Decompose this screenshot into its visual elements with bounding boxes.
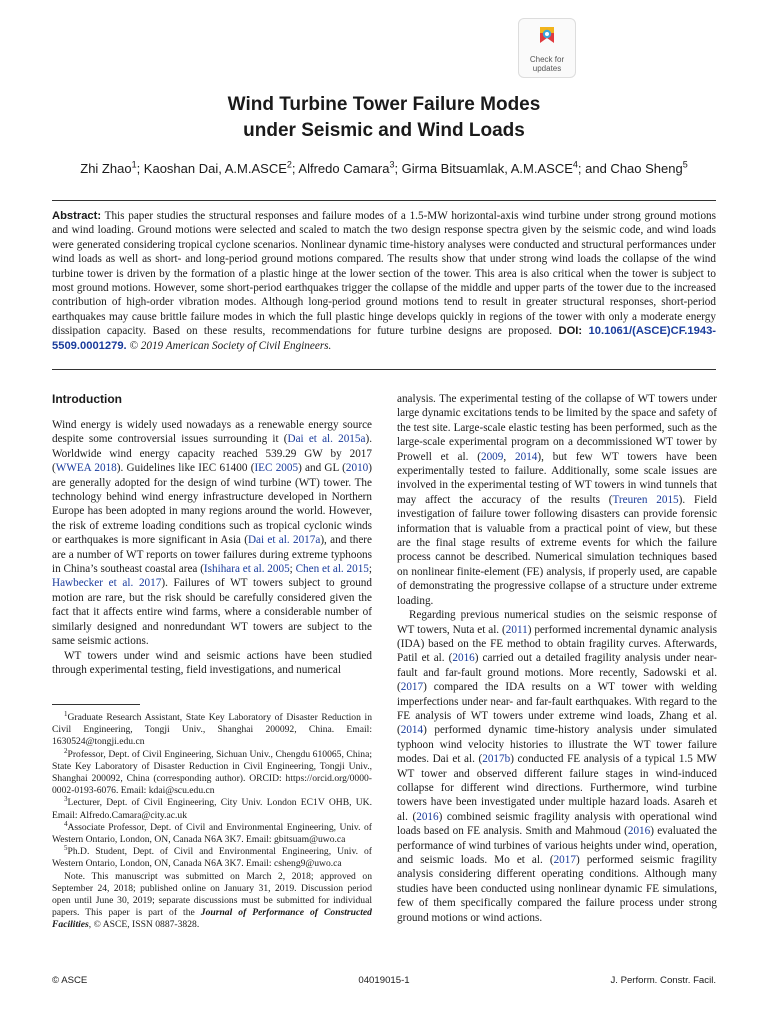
title-line-1: Wind Turbine Tower Failure Modes <box>227 94 541 115</box>
author-1-affil[interactable]: 1 <box>131 159 137 170</box>
citation-hawbecker-2017[interactable]: Hawbecker et al. 2017 <box>52 577 162 590</box>
intro-paragraph-4: Regarding previous numerical studies on the seismic response of WT towers, Nuta et al. (2011) performed incremental dynamic analysis (IDA) based on the FE method to obtain fragility curves. Afterwards, Patil et al. (2016) carried out a detailed fragility analysis under near-fault and far-fault ground motions. More recently, Sadowski et al. (2017) compared the IDA results on a WT tower with welding imperfections under near- and far-fault earthquakes. With regard to the FE analysis of WT towers under extreme wind loads, Zhang et al. (2014) performed dynamic time-history analysis under simulated typhoon wind velocity histories to illustrate the WT tower failure modes. Dai et al. (2017b) conducted FE analysis of a typical 1.5 MW WT tower and observed different failure stages in wind-induced collapse for different wind directions. Furthermore, wind turbine towers have been investigated under multiple hazard loads. Asareh et al. (2016) combined seismic fragility analysis with operational wind loads based on FE analysis. Smith and Mahmoud (2016) evaluated the performance of wind turbines of various heights under wind, operation, and seismic loads. Mo et al. (2017) performed seismic fragility analysis considering different operating conditions. Although many studies have been conducted using nonlinear dynamic FE simulations, few of them specifically compared the failure process under strong ground motions or wind actions. <box>397 609 718 924</box>
citation-treuren-2015[interactable]: Treuren 2015 <box>612 493 679 506</box>
section-heading-introduction: Introduction <box>52 392 122 406</box>
abstract-text: This paper studies the structural responses and failure modes of a 1.5-MW horizontal-axis wind turbine under strong ground motions and wind loading. Ground motions were selected and scaled to match the two design response spectra given by the seismic code, and wind loads were generated considering tropical cyclone scenarios. Nonlinear dynamic time-history analyses were conducted and structural performances under wind loads as well as short- and long-period ground motions compared. The results show that under strong wind loads the collapse of the wind turbine tower is driven by the formation of a plastic hinge at the lower section of the tower. This area is also critical when the tower is subject to most ground motions. However, some short-period earthquakes trigger the collapse of the middle and upper parts of the tower due to the increased contribution of high-order vibration modes. Although long-period ground motions tend to result in greater structural responses, short-period earthquakes may cause brittle failure modes in which the full plastic hinge develops quickly in regions of the tower with only a moderate energy dissipation capacity. Based on these results, recommendations for future turbine designs are proposed. <box>52 210 716 338</box>
citation-nuta-2011[interactable]: 2011 <box>505 623 528 636</box>
footer-journal: J. Perform. Constr. Facil. <box>610 975 716 986</box>
citation-prowell-2014[interactable]: 2014 <box>515 450 538 463</box>
citation-ishihara-2005[interactable]: Ishihara et al. 2005 <box>203 563 290 576</box>
author-4: ; Girma Bitsuamlak, A.M.ASCE <box>394 161 573 176</box>
author-3: ; Alfredo Camara <box>291 161 390 176</box>
citation-gl-2010[interactable]: 2010 <box>345 462 369 475</box>
author-list <box>0 160 768 178</box>
submission-note: Note. This manuscript was submitted on March 2, 2018; approved on September 24, 2018; published online on January 31, 2019. Discussion period open until June 30, 2019; separate discussions must be submitted for individual papers. This paper is part of the Journal of Performance of Constructed Facilities, © ASCE, ISSN 0887-3828. <box>52 870 372 931</box>
citation-dai-2017a[interactable]: Dai et al. 2017a <box>247 534 321 547</box>
intro-paragraph-2: WT towers under wind and seismic actions have been studied through experimental testing, field investigations, and numerical <box>52 649 372 676</box>
citation-dai-2015a[interactable]: Dai et al. 2015a <box>287 433 366 446</box>
author-3-affil[interactable]: 3 <box>389 159 395 170</box>
footer-copyright: © ASCE <box>52 975 88 986</box>
abstract-top-rule <box>52 200 716 201</box>
footnote-3: $^3$Lecturer, Dept. of Civil Engineering, City Univ. London EC1V OHB, UK. Email: Alfredo.Camara@city.ac.uk <box>52 795 372 821</box>
left-column <box>52 418 372 677</box>
abstract-label: Abstract: <box>52 210 102 222</box>
author-4-affil[interactable]: 4 <box>572 159 578 170</box>
author-5: ; and Chao Sheng <box>577 161 683 176</box>
citation-prowell-2009[interactable]: 2009 <box>480 450 504 463</box>
journal-name: Journal of Performance of Constructed Facilities <box>52 907 372 931</box>
doi-link[interactable]: 10.1061/(ASCE)CF.1943-5509.0001279. <box>52 325 717 352</box>
right-column <box>397 392 717 925</box>
citation-wwea-2018[interactable]: WWEA 2018 <box>55 462 117 475</box>
crossmark-icon <box>538 25 556 47</box>
check-for-updates-badge[interactable] <box>518 18 576 78</box>
author-1: Zhi Zhao <box>80 161 132 176</box>
badge-line-1: Check for <box>529 55 565 64</box>
footer-page-id: 04019015-1 <box>358 975 410 986</box>
author-2: ; Kaoshan Dai, A.M.ASCE <box>136 161 287 176</box>
citation-iec-2005[interactable]: IEC 2005 <box>254 462 299 475</box>
footnote-5: $^5$Ph.D. Student, Dept. of Civil and Environmental Engineering, Univ. of Western Ontario, London, ON, Canada N6A 3K7. Email: csheng9@uwo.ca <box>52 844 372 870</box>
footnote-rule <box>52 704 140 705</box>
doi-label: DOI: <box>558 325 583 338</box>
abstract-bottom-rule <box>52 369 716 370</box>
footnote-1: $^1$Graduate Research Assistant, State Key Laboratory of Disaster Reduction in Civil Engineering, Tongji Univ., Shanghai 200092, China. Email: 1630524@tongji.edu.cn <box>52 709 372 748</box>
paper-title <box>0 92 768 144</box>
citation-smith-2016[interactable]: 2016 <box>627 825 651 838</box>
intro-paragraph-3: analysis. The experimental testing of the collapse of WT towers under large dynamic excitations tends to be limited by the space and safety of the test site. Large-scale elastic testing has been performed, such as the large-scale experimental program on a decommissioned WT tower by Prowell et al. (2009, 2014), but few WT towers have been experimentally tested to failure. Additionally, some scale issues are involved in the experimental testing of WT towers in wind tunnels that may affect the accuracy of the results (Treuren 2015). Field investigation of failure tower following disasters can provide forensic information that is valuable from a practical point of view, but these are the final stage results of extreme events for which the failure process cannot be described. Numerical simulation techniques based on nonlinear finite-element (FE) analysis, if properly used, are capable of demonstrating the progressive collapse of a structure under extreme loading. <box>397 393 718 607</box>
title-line-2: under Seismic and Wind Loads <box>243 120 525 141</box>
author-2-affil[interactable]: 2 <box>286 159 292 170</box>
citation-mo-2017[interactable]: 2017 <box>553 854 576 866</box>
intro-paragraph-1: Wind energy is widely used nowadays as a renewable energy source despite some controversial issues surrounding it (Dai et al. 2015a). Worldwide wind energy capacity reached 539.29 GW by 2017 (WWEA 2018). Guidelines like IEC 61400 (IEC 2005) and GL (2010) are generally adopted for the design of wind turbine (WT) tower. The technology behind wind energy infrastructure developed in Northern Europe has been adopted in many regions around the world. However, the risk of extreme loading conditions such as tropical cyclonic winds or earthquakes is more significant in Asia (Dai et al. 2017a), and there are a number of WT reports on tower failures during extreme typhoons in China’s southeast coastal area (Ishihara et al. 2005; Chen et al. 2015; Hawbecker et al. 2017). Failures of WT towers subject to ground motion are rare, but the risk should be carefully considered given the fact that it affects entire wind farms, where a considerable number of similarly designed and nonredundant WT towers are subject to the same seismic actions. <box>52 419 373 648</box>
citation-dai-2017b[interactable]: 2017b <box>482 753 511 766</box>
citation-asareh-2016[interactable]: 2016 <box>416 810 439 823</box>
citation-sadowski-2017[interactable]: 2017 <box>400 681 424 694</box>
citation-zhang-2014[interactable]: 2014 <box>400 724 424 737</box>
author-5-affil[interactable]: 5 <box>682 159 688 170</box>
citation-chen-2015[interactable]: Chen et al. 2015 <box>295 563 369 576</box>
footnote-4: $^4$Associate Professor, Dept. of Civil and Environmental Engineering, Univ. of Western Ontario, London, ON, Canada N6A 3K7. Email: gbitsuam@uwo.ca <box>52 819 372 846</box>
abstract <box>52 209 716 353</box>
abstract-copyright: © 2019 American Society of Civil Engineers. <box>129 339 332 352</box>
footnote-2: $^2$Professor, Dept. of Civil Engineering, Sichuan Univ., Chengdu 610065, China; State Key Laboratory of Disaster Reduction in Civil Engineering, Tongji Univ., Shanghai 200092, China (corresponding author). ORCID: https://orcid.org/0000-0002-0193-6076. Email: kdai@scu.edu.cn <box>52 746 372 797</box>
citation-patil-2016[interactable]: 2016 <box>452 652 475 665</box>
badge-line-2: updates <box>532 64 562 73</box>
footnotes <box>52 709 372 932</box>
